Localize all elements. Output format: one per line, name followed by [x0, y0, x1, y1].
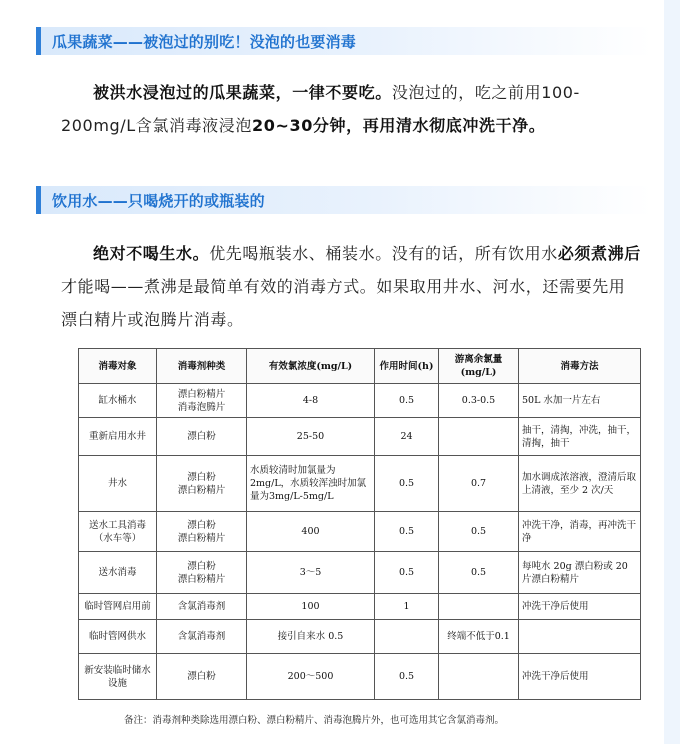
- table-cell: 冲洗干净后使用: [519, 654, 641, 700]
- table-cell: 漂白粉 漂白粉精片: [157, 512, 247, 552]
- table-cell: 水质较清时加氯量为2mg/L，水质较浑浊时加氯量为3mg/L-5mg/L: [247, 456, 375, 512]
- table-cell: 0.5: [375, 512, 439, 552]
- table-row: [79, 594, 641, 620]
- water-bold-1: 绝对不喝生水。: [93, 244, 210, 263]
- table-cell: 100: [247, 594, 375, 620]
- table-header-cell: 消毒剂种类: [157, 349, 247, 384]
- table-cell: 200～500: [247, 654, 375, 700]
- section-heading-water-text: 饮用水——只喝烧开的或瓶装的: [52, 192, 265, 210]
- table-cell: 3～5: [247, 552, 375, 594]
- table-row: [79, 620, 641, 654]
- table-cell: 0.5: [375, 456, 439, 512]
- section-heading-produce: [36, 27, 652, 55]
- table-cell: 漂白粉: [157, 418, 247, 456]
- table-cell: 新安装临时储水设施: [79, 654, 157, 700]
- table-cell: 井水: [79, 456, 157, 512]
- table-cell: 重新启用水井: [79, 418, 157, 456]
- table-cell: 含氯消毒剂: [157, 594, 247, 620]
- table-cell: 0.5: [375, 654, 439, 700]
- table-row: [79, 418, 641, 456]
- water-text-2: 优先喝瓶装水、桶装水。没有的话，所有饮用水: [209, 244, 558, 263]
- table-cell: 50L 水加一片左右: [519, 384, 641, 418]
- water-text-4: 才能喝——煮沸是最简单有效的消毒方式。如果取用井水、河水，还需要先用漂白精片或泡腾片消毒。: [61, 277, 626, 329]
- table-header-cell: 消毒方法: [519, 349, 641, 384]
- table-cell: 接引自来水 0.5: [247, 620, 375, 654]
- table-cell: 缸水桶水: [79, 384, 157, 418]
- section-heading-produce-text: 瓜果蔬菜——被泡过的别吃！没泡的也要消毒: [52, 33, 357, 51]
- table-cell: [439, 594, 519, 620]
- table-cell: 1: [375, 594, 439, 620]
- table-cell: 终端不低于0.1: [439, 620, 519, 654]
- table-cell: 临时管网供水: [79, 620, 157, 654]
- table-header-cell: 消毒对象: [79, 349, 157, 384]
- table-cell: [439, 654, 519, 700]
- table-row: [79, 552, 641, 594]
- table-cell: 含氯消毒剂: [157, 620, 247, 654]
- table-cell: [375, 620, 439, 654]
- produce-bold-3: 20~30分钟，再用清水彻底冲洗干净。: [252, 116, 546, 135]
- section-heading-water: [36, 186, 652, 214]
- table-cell: 0.3-0.5: [439, 384, 519, 418]
- disinfection-table: [78, 348, 641, 700]
- table-cell: 0.5: [375, 552, 439, 594]
- table-cell: 送水工具消毒（水车等）: [79, 512, 157, 552]
- table-cell: 漂白粉精片 消毒泡腾片: [157, 384, 247, 418]
- table-cell: 每吨水 20g 漂白粉或 20 片漂白粉精片: [519, 552, 641, 594]
- table-cell: 临时管网启用前: [79, 594, 157, 620]
- table-note: 备注：消毒剂种类除选用漂白粉、漂白粉精片、消毒泡腾片外，也可选用其它含氯消毒剂。: [124, 715, 505, 726]
- table-cell: 25-50: [247, 418, 375, 456]
- table-cell: 送水消毒: [79, 552, 157, 594]
- table-header-cell: 有效氯浓度(mg/L): [247, 349, 375, 384]
- table-cell: 冲洗干净，消毒，再冲洗干净: [519, 512, 641, 552]
- table-cell: 漂白粉 漂白粉精片: [157, 552, 247, 594]
- table-cell: 0.5: [439, 512, 519, 552]
- produce-bold-1: 被洪水浸泡过的瓜果蔬菜，一律不要吃。: [93, 83, 392, 102]
- table-cell: 冲洗干净后使用: [519, 594, 641, 620]
- table-cell: 24: [375, 418, 439, 456]
- table-cell: 400: [247, 512, 375, 552]
- table-cell: 漂白粉 漂白粉精片: [157, 456, 247, 512]
- paragraph-produce: [61, 76, 641, 142]
- table-cell: 加水调成浓溶液，澄清后取上清液，至少 2 次/天: [519, 456, 641, 512]
- table-row: [79, 384, 641, 418]
- table-cell: 抽干，清掏，冲洗，抽干，清掏，抽干: [519, 418, 641, 456]
- right-edge-strip: [664, 0, 680, 744]
- table-cell: 0.5: [375, 384, 439, 418]
- table-header-row: [79, 349, 641, 384]
- table-row: [79, 456, 641, 512]
- paragraph-water: [61, 237, 641, 336]
- table-cell: [519, 620, 641, 654]
- water-bold-3: 必须煮沸后: [557, 244, 641, 263]
- produce-text-2: 没泡过的，吃之前用100-200mg/L含氯消毒液浸泡: [61, 83, 580, 135]
- disinfection-table-image: [78, 348, 640, 700]
- table-header-cell: 作用时间(h): [375, 349, 439, 384]
- table-cell: 漂白粉: [157, 654, 247, 700]
- table-cell: [439, 418, 519, 456]
- table-cell: 0.7: [439, 456, 519, 512]
- table-header-cell: 游离余氯量(mg/L): [439, 349, 519, 384]
- table-cell: 4-8: [247, 384, 375, 418]
- table-row: [79, 512, 641, 552]
- table-row: [79, 654, 641, 700]
- table-cell: 0.5: [439, 552, 519, 594]
